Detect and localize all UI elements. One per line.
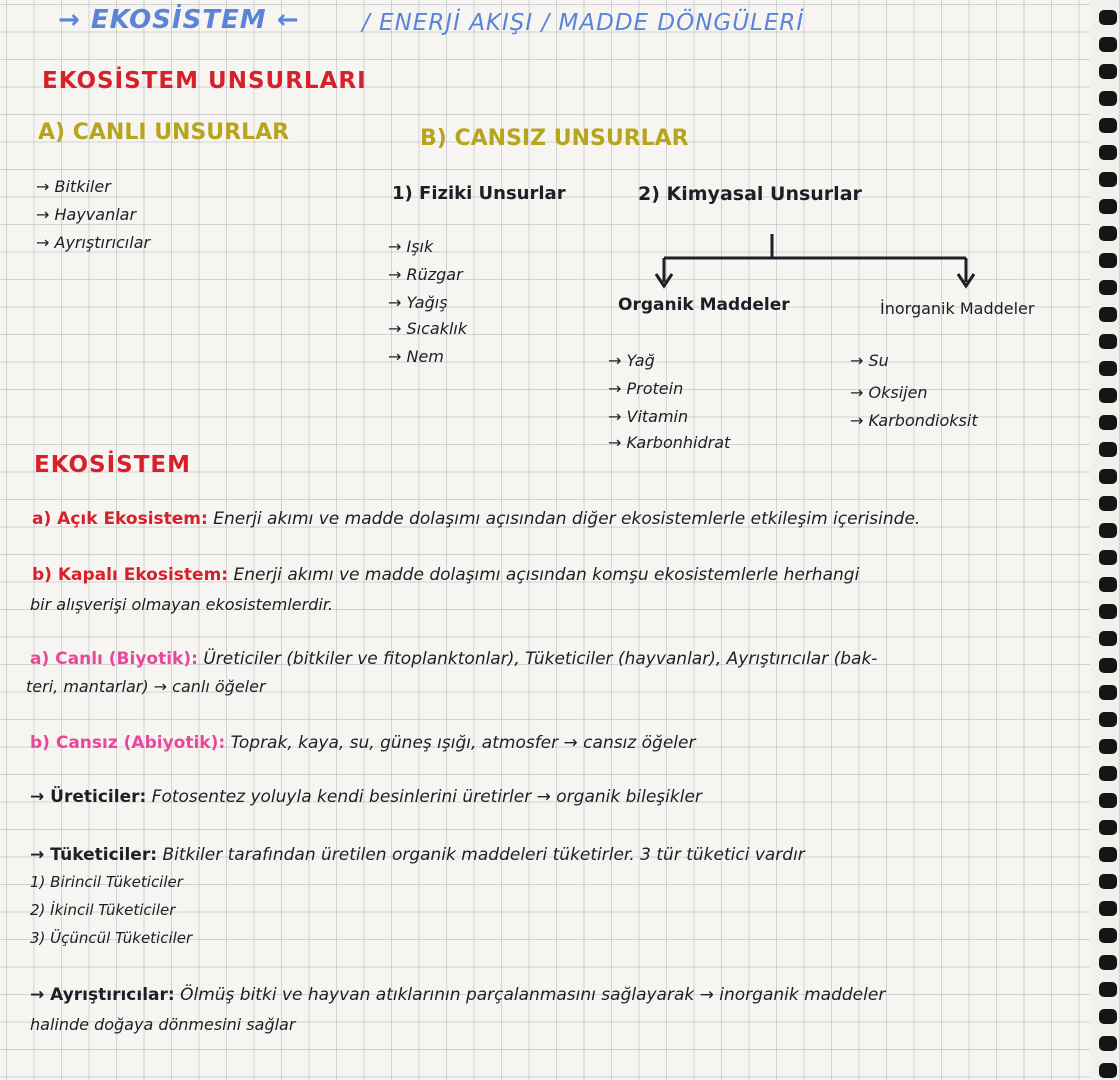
binding-hole	[1099, 64, 1117, 79]
acik-ekosistem-row	[32, 510, 920, 530]
biyotik-label: a) Canlı (Biyotik):	[30, 649, 198, 669]
list-item: → Rüzgar	[388, 265, 463, 284]
list-item: → Protein	[608, 379, 684, 398]
binding-hole	[1099, 577, 1117, 592]
ayristiricilar-label: → Ayrıştırıcılar:	[30, 985, 175, 1005]
binding-hole	[1099, 442, 1117, 457]
binding-hole	[1099, 118, 1117, 133]
list-item: → Karbondioksit	[850, 411, 978, 430]
binding-hole	[1099, 91, 1117, 106]
kapali-ekosistem-text-2: bir alışverişi olmayan ekosistemlerdir.	[30, 595, 334, 614]
tuketiciler-label: → Tüketiciler:	[30, 845, 158, 865]
binding-hole	[1099, 145, 1117, 160]
acik-ekosistem-label: a) Açık Ekosistem:	[32, 509, 208, 529]
binding-hole	[1099, 739, 1117, 754]
list-item: → Oksijen	[850, 383, 928, 402]
binding-hole	[1099, 712, 1117, 727]
binding-hole	[1099, 307, 1117, 322]
binding-hole	[1099, 361, 1117, 376]
abiyotik-label: b) Cansız (Abiyotik):	[30, 733, 226, 753]
ureticiler-row	[30, 788, 702, 808]
cansiz-unsurlar-heading: B) CANSIZ UNSURLAR	[420, 126, 689, 151]
list-item: → Su	[850, 351, 889, 370]
ureticiler-text: Fotosentez yoluyla kendi besinlerini üretirler → organik bileşikler	[151, 787, 702, 807]
kapali-ekosistem-label: b) Kapalı Ekosistem:	[32, 565, 229, 585]
binding-hole	[1099, 334, 1117, 349]
binding-hole	[1099, 1063, 1117, 1078]
binding-hole	[1099, 172, 1117, 187]
binding-hole	[1099, 820, 1117, 835]
inorganik-maddeler-heading: İnorganik Maddeler	[880, 299, 1035, 318]
binding-hole	[1099, 1036, 1117, 1051]
list-item: → Bitkiler	[36, 177, 111, 196]
binding-hole	[1099, 982, 1117, 997]
canli-unsurlar-heading: A) CANLI UNSURLAR	[38, 120, 290, 145]
binding-hole	[1099, 766, 1117, 781]
binding-hole	[1099, 901, 1117, 916]
title-ekosistem: → EKOSİSTEM ←	[58, 5, 300, 35]
binding-hole	[1099, 388, 1117, 403]
binding-hole	[1099, 415, 1117, 430]
tuketiciler-text: Bitkiler tarafından üretilen organik maddeleri tüketirler. 3 tür tüketici vardır	[162, 845, 805, 865]
biyotik-row	[30, 650, 877, 670]
binding-hole	[1099, 847, 1117, 862]
binding-hole	[1099, 523, 1117, 538]
binding-hole	[1099, 199, 1117, 214]
list-item: → Nem	[388, 347, 444, 366]
binding-hole	[1099, 253, 1117, 268]
binding-hole	[1099, 469, 1117, 484]
list-item: → Yağ	[608, 351, 655, 370]
list-item: 1) Birincil Tüketiciler	[30, 873, 183, 891]
binding-hole	[1099, 1009, 1117, 1024]
list-item: → Hayvanlar	[36, 205, 137, 224]
binding-hole	[1099, 685, 1117, 700]
unsurlar-heading: EKOSİSTEM UNSURLARI	[42, 68, 367, 94]
ayristiricilar-row	[30, 986, 885, 1006]
list-item: → Sıcaklık	[388, 319, 468, 338]
title-rest: / ENERJİ AKIŞI / MADDE DÖNGÜLERİ	[362, 10, 805, 36]
binding-hole	[1099, 658, 1117, 673]
acik-ekosistem-text: Enerji akımı ve madde dolaşımı açısından diğer ekosistemlerle etkileşim içerisinde.	[213, 509, 921, 529]
abiyotik-row	[30, 734, 695, 754]
organik-maddeler-heading: Organik Maddeler	[618, 295, 790, 315]
binding-hole	[1099, 550, 1117, 565]
ureticiler-label: → Üreticiler:	[30, 787, 147, 807]
fiziki-unsurlar-heading: 1) Fiziki Unsurlar	[392, 183, 566, 204]
spiral-binding	[1093, 0, 1119, 1080]
list-item: 3) Üçüncül Tüketiciler	[30, 929, 193, 947]
kimyasal-unsurlar-heading: 2) Kimyasal Unsurlar	[638, 183, 862, 205]
binding-hole	[1099, 604, 1117, 619]
list-item: → Karbonhidrat	[608, 433, 731, 452]
binding-hole	[1099, 280, 1117, 295]
list-item: → Işık	[388, 237, 434, 256]
list-item: → Ayrıştırıcılar	[36, 233, 151, 252]
list-item: 2) İkincil Tüketiciler	[30, 901, 176, 919]
ekosistem-heading: EKOSİSTEM	[34, 452, 192, 478]
biyotik-text-2: teri, mantarlar) → canlı öğeler	[26, 677, 266, 696]
abiyotik-text: Toprak, kaya, su, güneş ışığı, atmosfer → cansız öğeler	[230, 733, 696, 753]
ayristiricilar-text-2: halinde doğaya dönmesini sağlar	[30, 1015, 296, 1034]
branch-arrows	[650, 232, 980, 292]
biyotik-text: Üreticiler (bitkiler ve fitoplanktonlar), Tüketiciler (hayvanlar), Ayrıştırıcılar (bak-	[203, 649, 878, 669]
binding-hole	[1099, 10, 1117, 25]
kapali-ekosistem-row	[32, 566, 859, 586]
binding-hole	[1099, 928, 1117, 943]
tuketiciler-row	[30, 846, 805, 866]
binding-hole	[1099, 37, 1117, 52]
binding-hole	[1099, 496, 1117, 511]
list-item: → Yağış	[388, 293, 448, 312]
binding-hole	[1099, 226, 1117, 241]
kapali-ekosistem-text: Enerji akımı ve madde dolaşımı açısından komşu ekosistemlerle herhangi	[233, 565, 860, 585]
binding-hole	[1099, 793, 1117, 808]
binding-hole	[1099, 955, 1117, 970]
ayristiricilar-text: Ölmüş bitki ve hayvan atıklarının parçalanmasını sağlayarak → inorganik maddeler	[180, 985, 886, 1005]
binding-hole	[1099, 631, 1117, 646]
binding-hole	[1099, 874, 1117, 889]
list-item: → Vitamin	[608, 407, 689, 426]
